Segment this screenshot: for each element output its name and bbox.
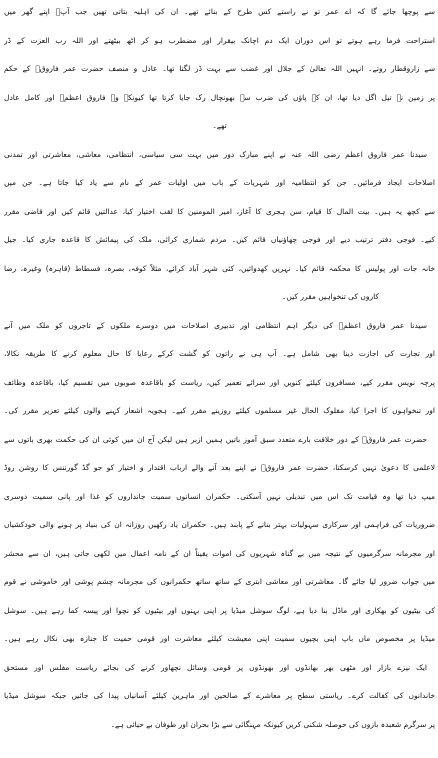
text-line: میں جواب ضرور لیا جائے گا۔ معاشرتی اور معاشی ابتری کے ساتھ ساتھ حکمرانوں کی مجرمانہ چشم پوشی اور خاموشی نے قوم xyxy=(4,577,435,586)
text-line: پر زمین نے تیل اگل دیا تھا، ان کے پاؤں کی ضرب سے بھونچال رک جایا کرتا تھا کیونکہ وہ فاروق اعظمؓ اور کامل عادل xyxy=(4,92,435,102)
paragraph xyxy=(4,312,435,426)
text-line: سے پوچھا جائے گا کہ اے عمر تو نے راستے کس طرح کے بنائے تھے۔ ان کی اہلیہ بتاتی تھیں جب آپؓ اپنے گھر میں xyxy=(4,7,435,16)
text-line: خاندانوں کی کفالت کرے۔ ریاستی سطح پر معاشرے کے صالحین اور ماہرین کیلئے آسانیاں پیدا کی جائیں جبکہ سوشل میڈیا xyxy=(4,691,435,700)
paragraph xyxy=(4,654,435,740)
text-line: سے کچھ یہ ہیں۔ بیت المال کا قیام، سن ہجری کا آغاز، امیر المومنین کا لقب اختیار کیا، عدالتیں قائم کیں اور قاضی مقرر xyxy=(4,206,435,216)
text-line: پر سرگرم شعبدہ بازوں کی حوصلہ شکنی کریں کیونکہ مہنگائی سے بڑا بحران اور طوفان بے حیائی ہے۔ xyxy=(110,719,435,729)
text-line: کاروں کی تنخواہیں مقرر کیں۔ xyxy=(282,292,379,301)
text-line: سے زاروقطار روتے۔ انہیں اللہ تعالیٰ کے جلال اور غضب سے بہت ڈر لگتا تھا۔ عادل و منصف حضرت عمر فاروقؓ کے حکم xyxy=(4,64,435,73)
text-line: تھے۔ xyxy=(212,121,227,130)
text-line: پرچہ نویس مقرر کیے، مسافروں کیلئے کنویں اور سرائے تعمیر کیں، ریاست کو باقاعدہ صوبوں میں تقسیم کیا، باقاعدہ وظائف xyxy=(4,377,435,387)
text-line: میپ دیا تھا وہ قیامت تک اس میں تبدیلی نہیں آسکتی۔ حکمران انسانوں سمیت جانداروں کو غذا اور پانی سمیت دوسری xyxy=(4,491,435,501)
text-line: میڈیا پر مخصوص ماں باپ اپنی بچیوں سمیت اپنی معیشت کیلئے معاشرت اور قومی حمیت کا جنازہ بھی نکال رہے ہیں۔ xyxy=(4,634,435,643)
text-line: لاعلمی کا دعویٰ نہیں کرسکتا، حضرت عمر فاروقؓ نے اپنے بعد آنے والے ارباب اقتدار و اختیار کو جو گڈ گورننس کا روشن روڈ xyxy=(4,463,435,472)
text-line: خانہ جات اور پولیس کا محکمہ قائم کیا۔ نہریں کھدوائیں، کئی شہر آباد کرائے، مثلاً کوفہ، بصرہ، فسطاط (قاہرہ) وغیرہ، رضا xyxy=(4,263,435,273)
text-line: اصلاحات ایجاد فرمائیں۔ جن کو انتظامیہ اور شہریات کے باب میں اولیات عمر کے نام سے یاد کیا جاتا ہے۔ جن میں xyxy=(4,178,435,187)
text-line: استراحت فرما رہے ہوتے تو اس دوران ایک دم اچانک بیقرار اور مضطرب ہو کر اٹھ بیٹھتے اور اللہ رب العزت کے ڈر xyxy=(4,35,435,45)
text-line: ایک نیزے بازار اور مٹھی بھر بھانڈوں اور بھونڈوں پر قومی وسائل نچھاور کرنے کی بجائے ریاست مفلس اور مستحق xyxy=(4,662,427,672)
paragraph xyxy=(4,141,435,312)
text-line: اور تنخواہوں کا اجرا کیا، مفلوک الحال غیر مسلموں کیلئے روزینے مقرر کیے۔ ہجویہ اشعار کہنے والوں کیلئے تعزیر مقرر کی۔ xyxy=(4,406,435,415)
paragraph xyxy=(4,426,435,654)
text-line: کی بیٹیوں کو بھکاری اور ماڈل بنا دیا ہے، لوگ سوشل میڈیا پر اپنی بہنوں اور بیٹیوں کو نچوا اور پیسہ کما رہے ہیں۔ سوشل xyxy=(4,605,435,615)
text-line: کیے۔ فوجی دفتر ترتیب دیے اور فوجی چھاؤنیاں قائم کیں۔ مردم شماری کرائی، ملک کی پیمائش کا قاعدہ جاری کیا۔ جیل xyxy=(4,235,435,244)
article-text xyxy=(4,0,435,739)
text-line: اور تجارت کی اجازت دینا بھی شامل ہے۔ آپ ہی نے راتوں کو گشت کرکے رعایا کا حال معلوم کرنے کا طریقہ نکالا، xyxy=(4,349,435,358)
text-line: سیدنا عمر فاروق اعظمؓ کی دیگر اہم انتظامی اور تدبیری اصلاحات میں دوسرے ملکوں کے تاجروں کو ملک میں آنے xyxy=(4,320,427,330)
text-line: ضروریات کی فراہمی اور سرکاری سہولیات بہتر بنانے کے پابند ہیں۔ حکمران یاد رکھیں روزانہ ان کی بنیاد پر ہونے والی خودکشیاں xyxy=(4,520,435,529)
text-line: اور مجرمانہ سرگرمیوں کے نتیجہ میں بے گناہ شہریوں کی اموات یقیناً ان کے نامہ اعمال میں لکھی جاتی ہیں، ان سے محشر xyxy=(4,548,435,558)
paragraph xyxy=(4,0,435,141)
text-line: سیدنا عمر فاروق اعظم رضی اللہ عنہ نے اپنے مبارک دور میں بہت سی سیاسی، انتظامی، معاشی، معاشرتی اور تمدنی xyxy=(4,149,427,159)
text-line: حضرت عمر فاروقؓ کے دور خلافت بارے متعدد سبق آموز باتیں ہمیں ازبر ہیں لیکن آج ان میں کوئی ان کی حکمت بھری باتوں سے xyxy=(4,434,427,444)
